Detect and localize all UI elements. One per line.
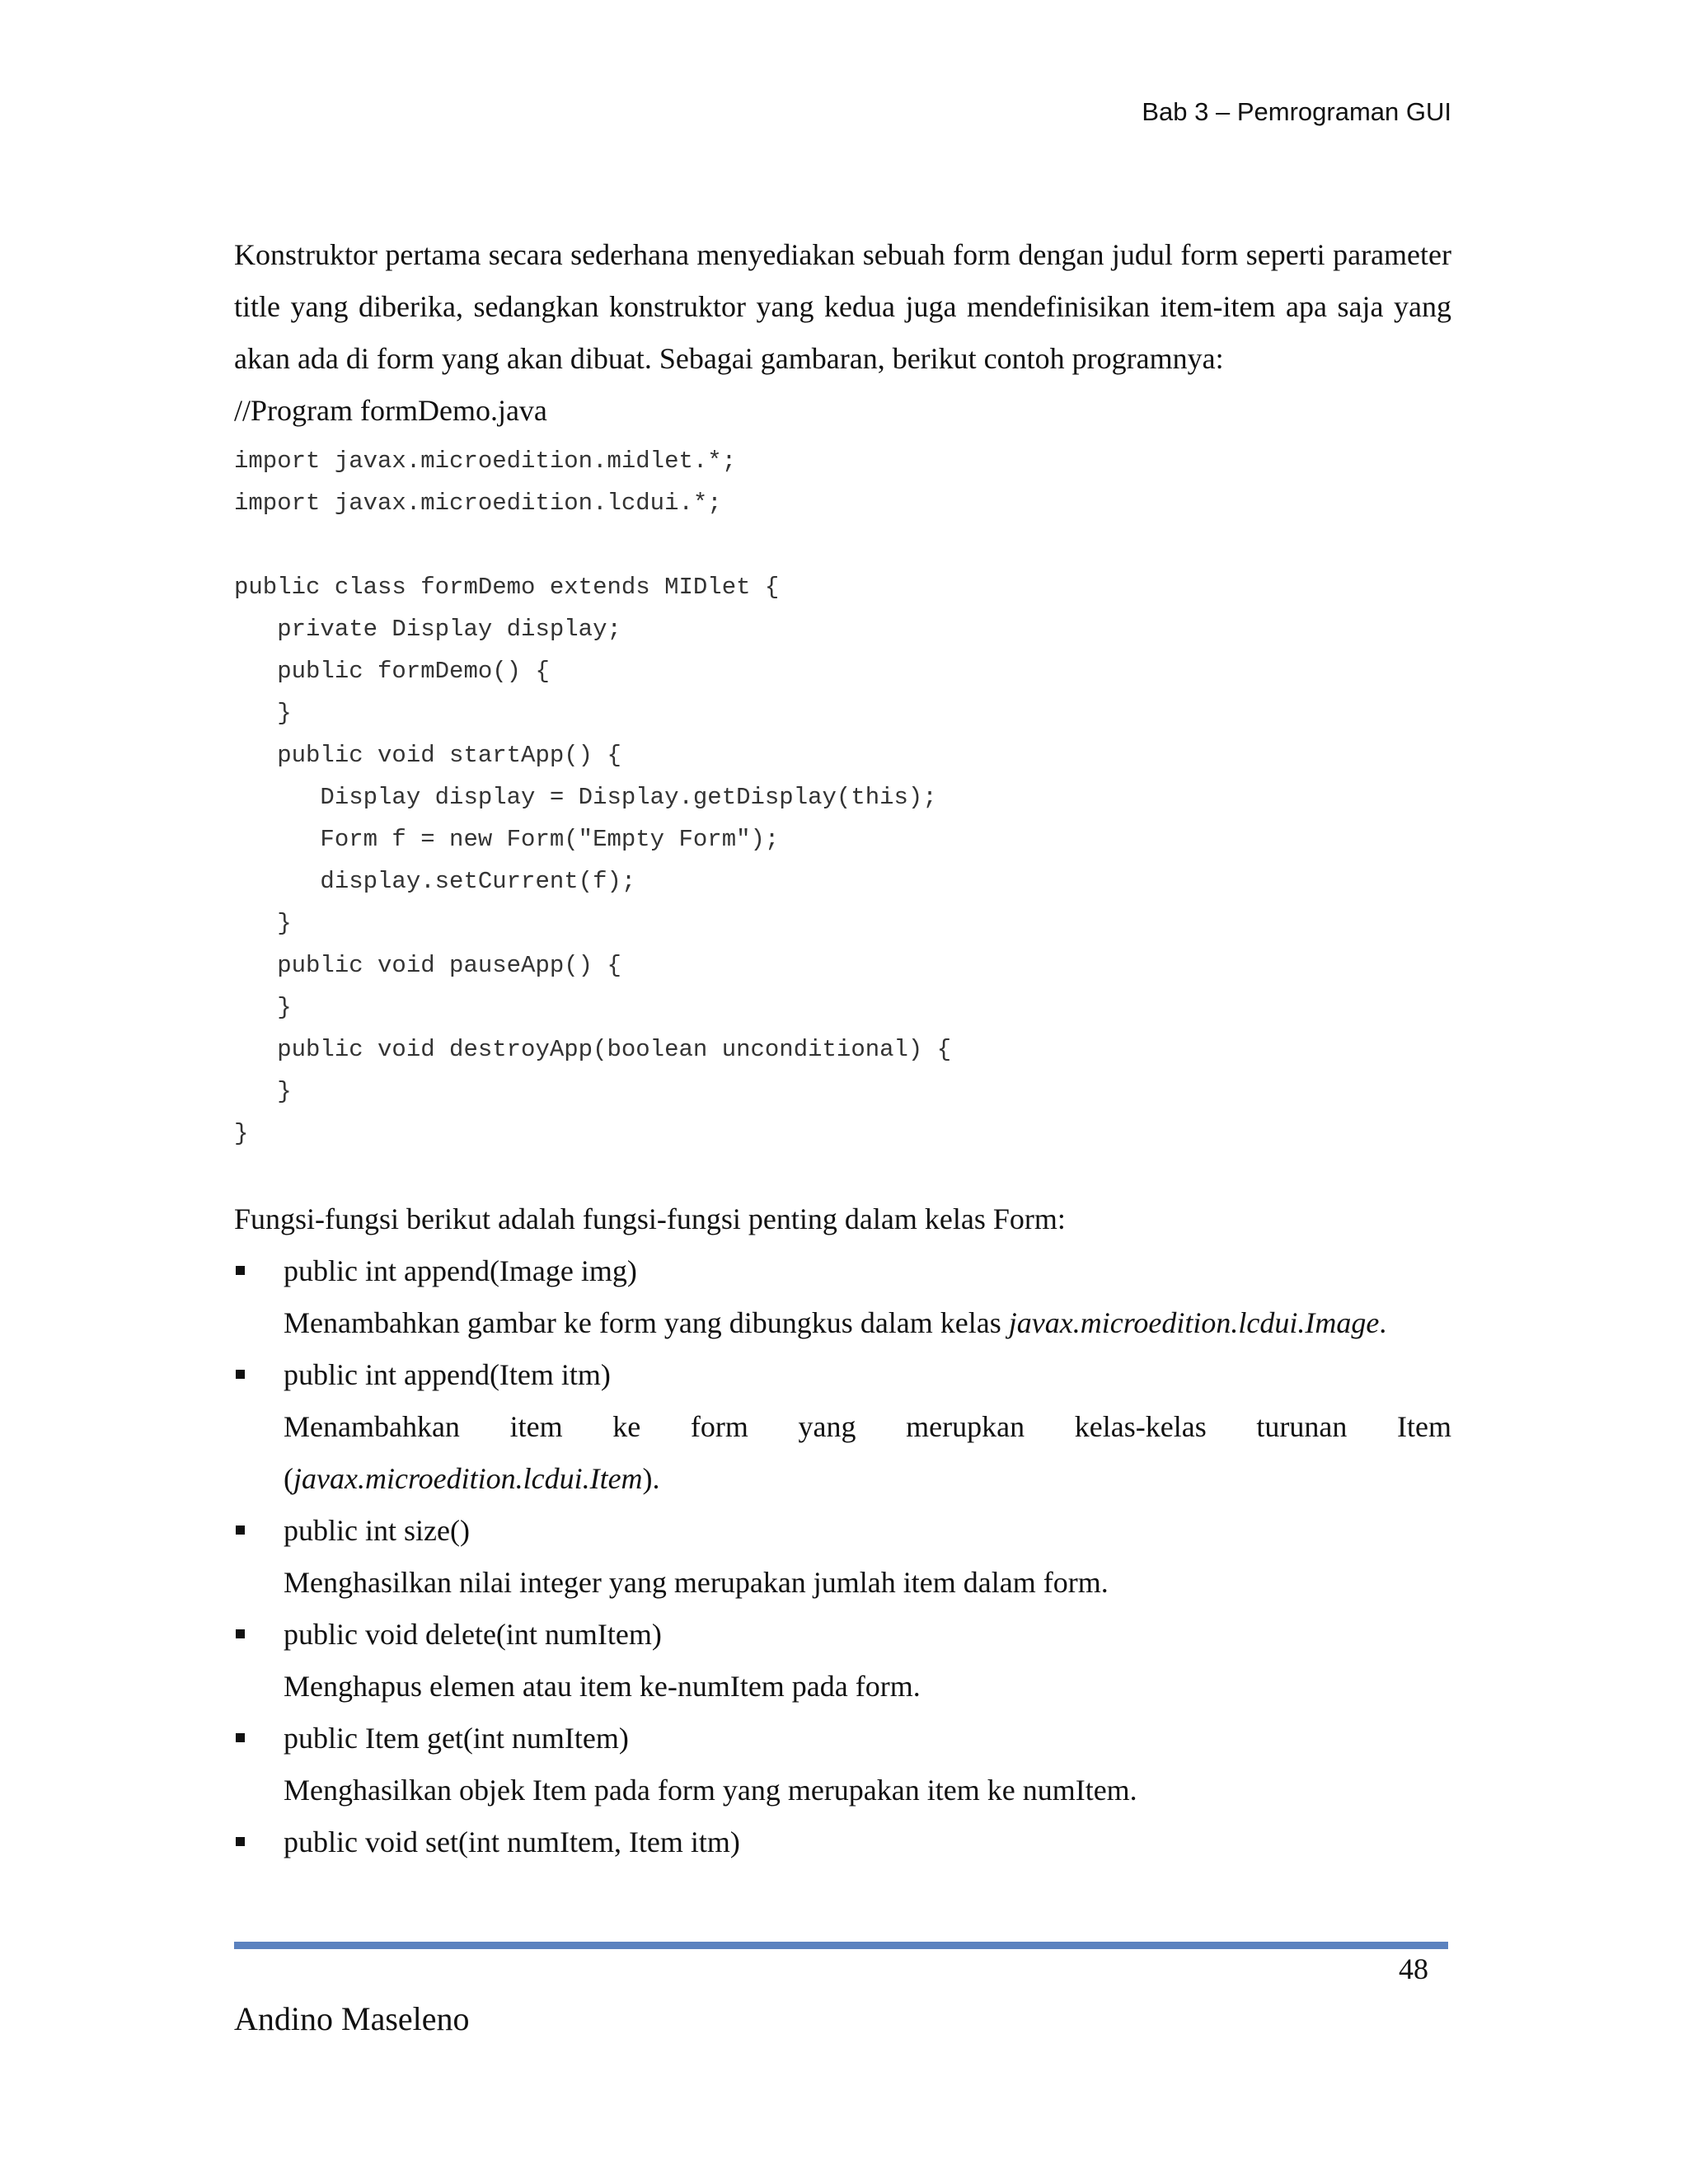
description-text: Menambahkan gambar ke form yang dibungkus dalam kelas [284, 1306, 1009, 1339]
list-item [234, 1816, 1451, 1868]
function-signature: public void delete(int numItem) [284, 1618, 662, 1651]
square-bullet-icon [236, 1733, 245, 1742]
function-signature: public void set(int numItem, Item itm) [284, 1825, 740, 1858]
class-name: javax.microedition.lcdui.Image [1008, 1306, 1380, 1339]
function-description: Menghasilkan nilai integer yang merupakan jumlah item dalam form. [284, 1566, 1109, 1599]
description-text: ). [642, 1462, 660, 1495]
class-name: javax.microedition.lcdui.Item [293, 1462, 643, 1495]
code-line: private Display display; [234, 616, 621, 643]
code-line: import javax.microedition.midlet.*; [234, 448, 737, 475]
code-line: } [234, 1120, 249, 1147]
code-line: public class formDemo extends MIDlet { [234, 574, 780, 601]
footer-rule [234, 1942, 1448, 1949]
code-line: } [234, 994, 292, 1021]
code-line: } [234, 1078, 292, 1105]
square-bullet-icon [236, 1370, 245, 1379]
function-description-continued [284, 1453, 1451, 1505]
function-signature: public Item get(int numItem) [284, 1722, 629, 1755]
running-header: Bab 3 – Pemrograman GUI [1142, 97, 1451, 126]
list-item [234, 1349, 1451, 1505]
page-number: 48 [1399, 1952, 1428, 1985]
code-block [234, 440, 1451, 1155]
code-line: public void startApp() { [234, 742, 621, 769]
function-description: Menghapus elemen atau item ke-numItem pada form. [284, 1670, 921, 1703]
code-line: import javax.microedition.lcdui.*; [234, 490, 722, 517]
functions-intro: Fungsi-fungsi berikut adalah fungsi-fungsi penting dalam kelas Form: [234, 1202, 1066, 1235]
code-line: } [234, 700, 292, 727]
list-item [234, 1505, 1451, 1609]
code-line: Display display = Display.getDisplay(this); [234, 784, 937, 811]
square-bullet-icon [236, 1266, 245, 1275]
description-text: ( [284, 1462, 293, 1495]
function-description [284, 1297, 1451, 1349]
function-description: Menghasilkan objek Item pada form yang merupakan item ke numItem. [284, 1774, 1137, 1807]
function-signature: public int append(Item itm) [284, 1358, 611, 1391]
function-signature: public int append(Image img) [284, 1254, 637, 1287]
square-bullet-icon [236, 1526, 245, 1535]
code-line: public formDemo() { [234, 658, 550, 685]
code-line: Form f = new Form("Empty Form"); [234, 826, 780, 853]
function-list [234, 1245, 1451, 1868]
square-bullet-icon [236, 1629, 245, 1638]
function-signature: public int size() [284, 1514, 470, 1547]
list-item [234, 1713, 1451, 1816]
program-comment: //Program formDemo.java [234, 394, 547, 427]
page-content [234, 229, 1451, 1868]
code-line [234, 524, 1451, 566]
author-name: Andino Maseleno [234, 2000, 470, 2037]
code-line: public void destroyApp(boolean unconditional) { [234, 1036, 952, 1063]
square-bullet-icon [236, 1837, 245, 1846]
list-item [234, 1609, 1451, 1713]
code-line: } [234, 910, 292, 937]
list-item [234, 1245, 1451, 1349]
description-text: . [1379, 1306, 1387, 1339]
function-description: Menambahkan item ke form yang merupkan kelas-kelas turunan Item [284, 1410, 1451, 1443]
intro-paragraph: Konstruktor pertama secara sederhana menyediakan sebuah form dengan judul form seperti parameter title yang diberika, sedangkan konstruktor yang kedua juga mendefinisikan item-item apa saja yang akan ada di form yang akan dibuat. Sebagai gambaran, berikut contoh programnya: [234, 238, 1451, 375]
code-line: public void pauseApp() { [234, 952, 621, 979]
code-line: display.setCurrent(f); [234, 868, 636, 895]
